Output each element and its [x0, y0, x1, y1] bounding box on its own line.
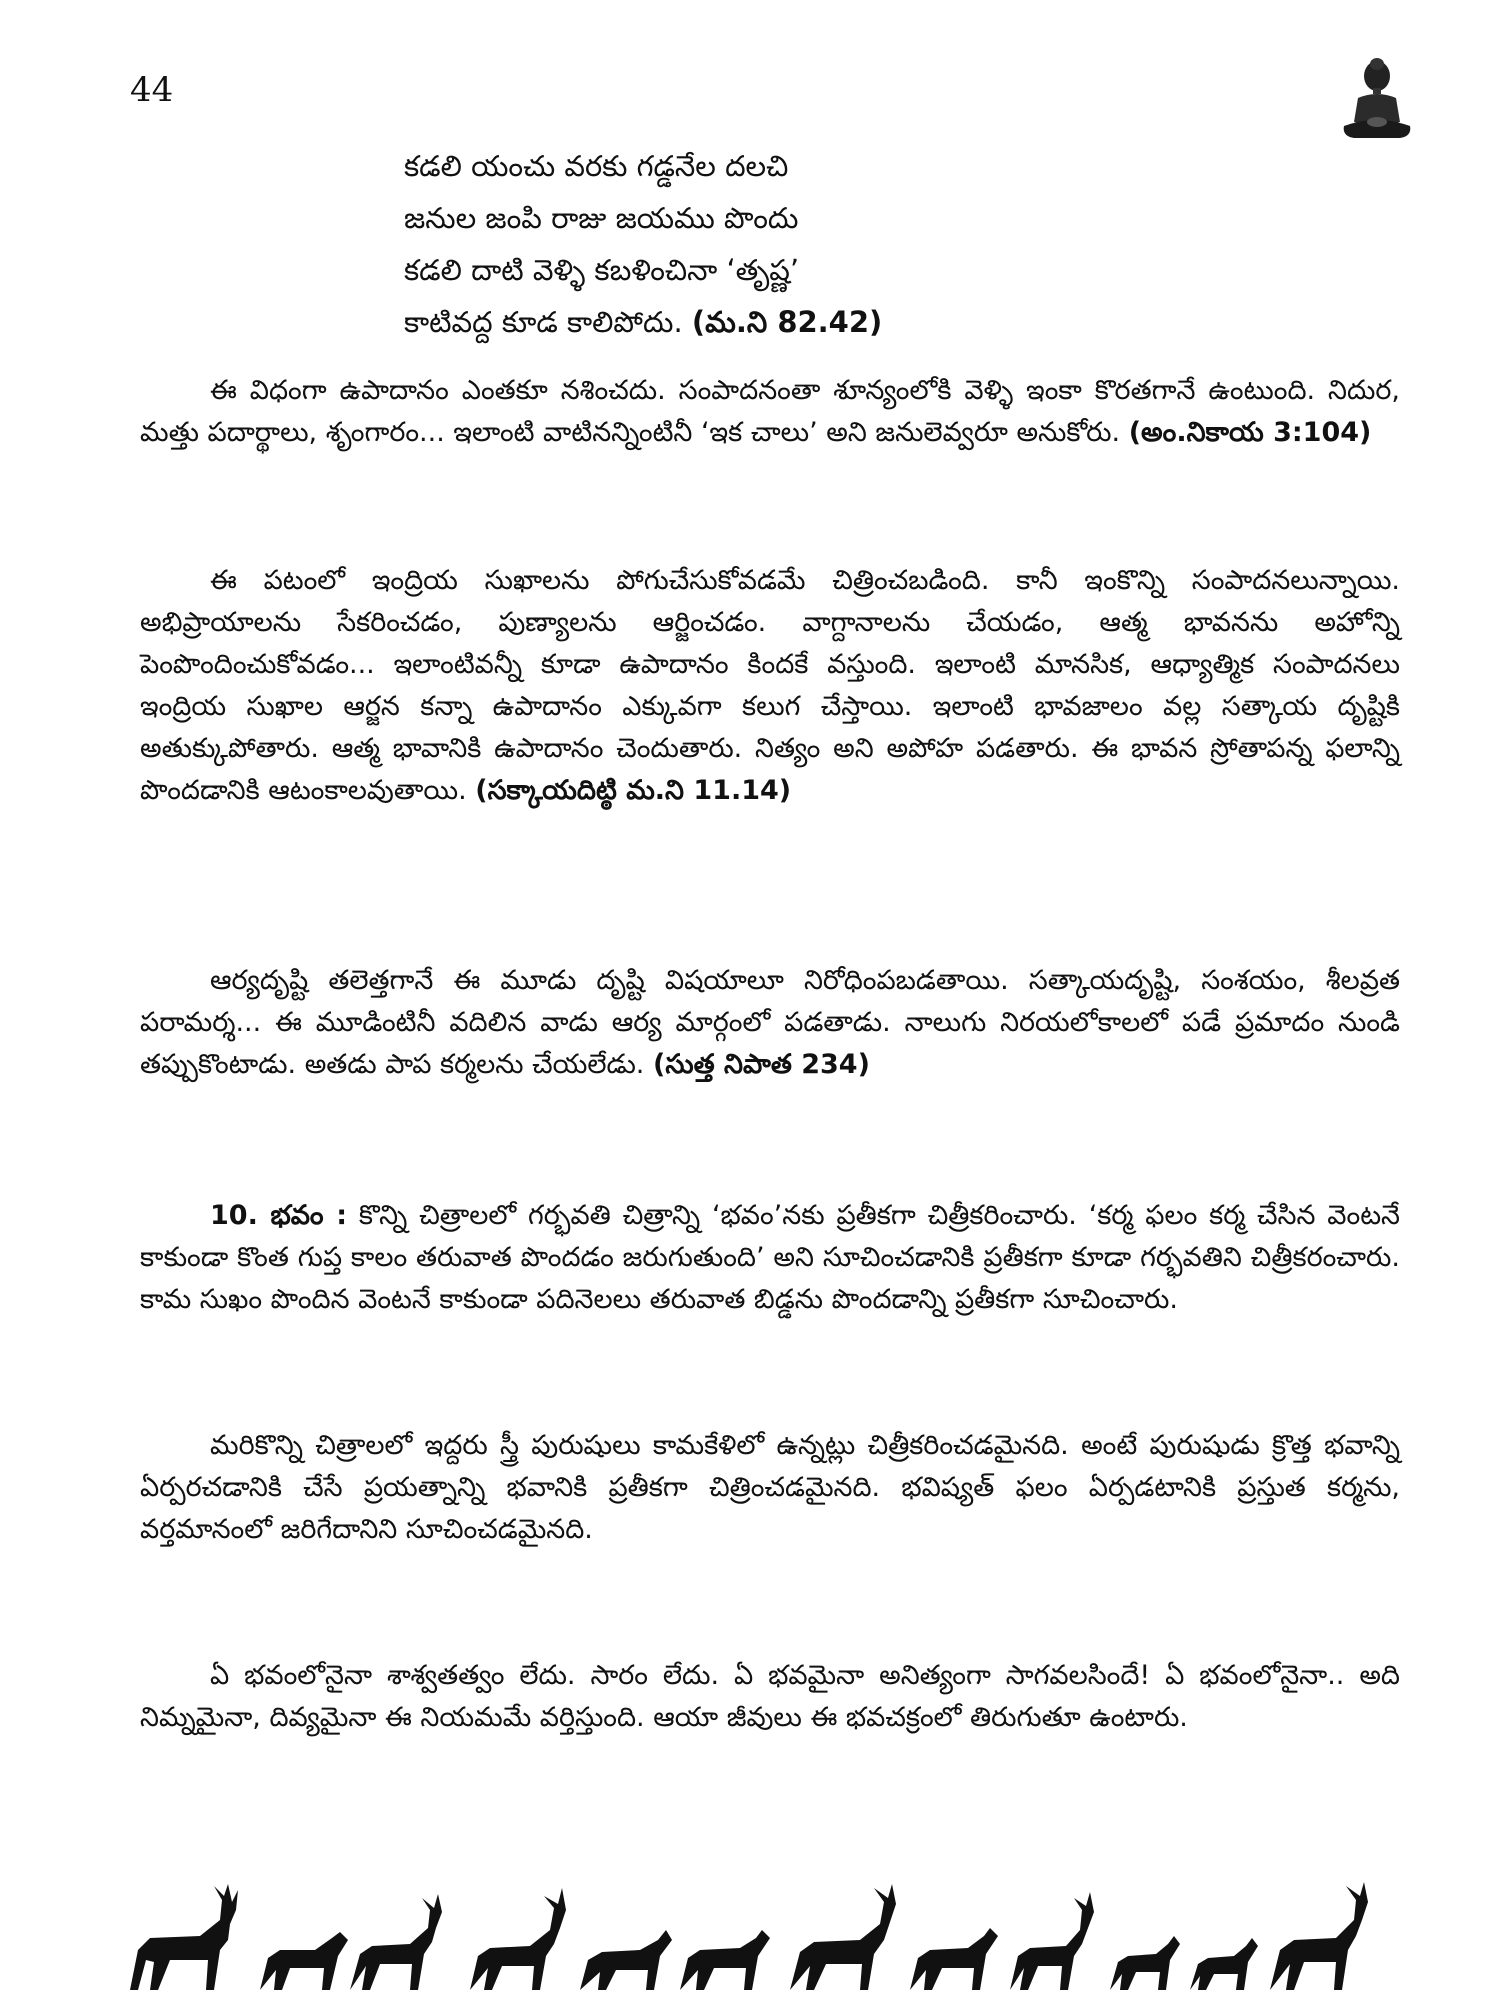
paragraph-reference: (అం.నికాయ 3:104): [1128, 417, 1372, 448]
paragraph: [140, 1655, 1400, 1739]
paragraph-text: మరికొన్ని చిత్రాలలో ఇద్దరు స్త్రీ పురుషులు కామకేళిలో ఉన్నట్లు చిత్రీకరించడమైనది. అంటే పురుషుడు క్రొత్త భవాన్ని ఏర్పరచడానికి చేసే ప్రయత్నాన్ని భవానికి ప్రతీకగా చిత్రించడమైనది. భవిష్యత్ ఫలం ఏర్పడటానికి ప్రస్తుత కర్మను, వర్తమానంలో జరిగేదానిని సూచించడమైనది.: [140, 1430, 1400, 1545]
paragraph: [140, 370, 1400, 454]
paragraph: [140, 560, 1400, 812]
paragraph: [140, 1425, 1400, 1551]
poem-line-text: కాటివద్ద కూడ కాలిపోదు.: [404, 305, 683, 339]
paragraph-text: ఆర్యదృష్టి తలెత్తగానే ఈ మూడు దృష్టి విషయాలూ నిరోధింపబడతాయి. సత్కాయదృష్టి, సంశయం, శీలవ్రత పరామర్శ... ఈ మూడింటినీ వదిలిన వాడు ఆర్య మార్గంలో పడతాడు. నాలుగు నిరయలోకాలలో పడే ప్రమాదం నుండి తప్పుకొంటాడు. అతడు పాప కర్మలను చేయలేడు.: [140, 965, 1400, 1080]
meditating-buddha-icon: [1340, 56, 1414, 140]
paragraph-text: కొన్ని చిత్రాలలో గర్భవతి చిత్రాన్ని ‘భవం’నకు ప్రతీకగా చిత్రీకరించారు. ‘కర్మ ఫలం కర్మ చేసిన వెంటనే కాకుండా కొంత గుప్త కాలం తరువాత పొందడం జరుగుతుంది’ అని సూచించడానికి ప్రతీకగా కూడా గర్భవతిని చిత్రీకరంచారు. కామ సుఖం పొందిన వెంటనే కాకుండా పదినెలలు తరువాత బిడ్డను పొందడాన్ని ప్రతీకగా సూచించారు.: [140, 1200, 1400, 1315]
paragraph-text: ఈ పటంలో ఇంద్రియ సుఖాలను పోగుచేసుకోవడమే చిత్రించబడింది. కానీ ఇంకొన్ని సంపాదనలున్నాయి. అభిప్రాయాలను సేకరించడం, పుణ్యాలను ఆర్జించడం. వాగ్దానాలను చేయడం, ఆత్మ భావనను అహోన్ని పెంపొందించుకోవడం... ఇలాంటివన్నీ కూడా ఉపాదానం కిందకే వస్తుంది. ఇలాంటి మానసిక, ఆధ్యాత్మిక సంపాదనలు ఇంద్రియ సుఖాల ఆర్జన కన్నా ఉపాదానం ఎక్కువగా కలుగ చేస్తాయి. ఇలాంటి భావజాలం వల్ల సత్కాయ దృష్టికి అతుక్కుపోతారు. ఆత్మ భావానికి ఉపాదానం చెందుతారు. నిత్యం అని అపోహ పడతారు. ఈ భావన స్రోతాపన్న ఫలాన్ని పొందడానికి ఆటంకాలవుతాయి.: [140, 565, 1400, 806]
poem-line: కడలి యంచు వరకు గడ్డనేల దలచి: [404, 149, 789, 183]
page-number: 44: [130, 70, 174, 110]
paragraph-reference: (సక్కాయదిట్ఠి మ.ని 11.14): [475, 775, 792, 806]
paragraph-reference: (సుత్త నిపాత 234): [653, 1049, 870, 1080]
paragraph-bhavam: [140, 1195, 1400, 1321]
poem-reference: (మ.ని 82.42): [691, 305, 883, 339]
section-heading: 10. భవం :: [210, 1200, 348, 1231]
poem-line: జనుల జంపి రాజు జయము పొందు: [404, 201, 799, 235]
paragraph-text: ఏ భవంలోనైనా శాశ్వతత్వం లేదు. సారం లేదు. ఏ భవమైనా అనిత్యంగా సాగవలసిందే! ఏ భవంలోనైనా.. అది నిమ్నమైనా, దివ్యమైనా ఈ నియమమే వర్తిస్తుంది. ఆయా జీవులు ఈ భవచక్రంలో తిరుగుతూ ఉంటారు.: [140, 1660, 1400, 1733]
paragraph-text: ఈ విధంగా ఉపాదానం ఎంతకూ నశించదు. సంపాదనంతా శూన్యంలోకి వెళ్ళి ఇంకా కొరతగానే ఉంటుంది. నిదుర, మత్తు పదార్థాలు, శృంగారం... ఇలాంటి వాటినన్నింటినీ ‘ఇక చాలు’ అని జనులెవ్వరూ అనుకోరు.: [140, 375, 1400, 448]
deer-silhouettes-icon: [110, 1880, 1410, 1992]
paragraph: [140, 960, 1400, 1086]
poem-line: కడలి దాటి వెళ్ళి కబళించినా ‘తృష్ణ’: [404, 253, 800, 287]
poem-block: [404, 140, 1204, 348]
poem-line-last: [404, 296, 1204, 348]
